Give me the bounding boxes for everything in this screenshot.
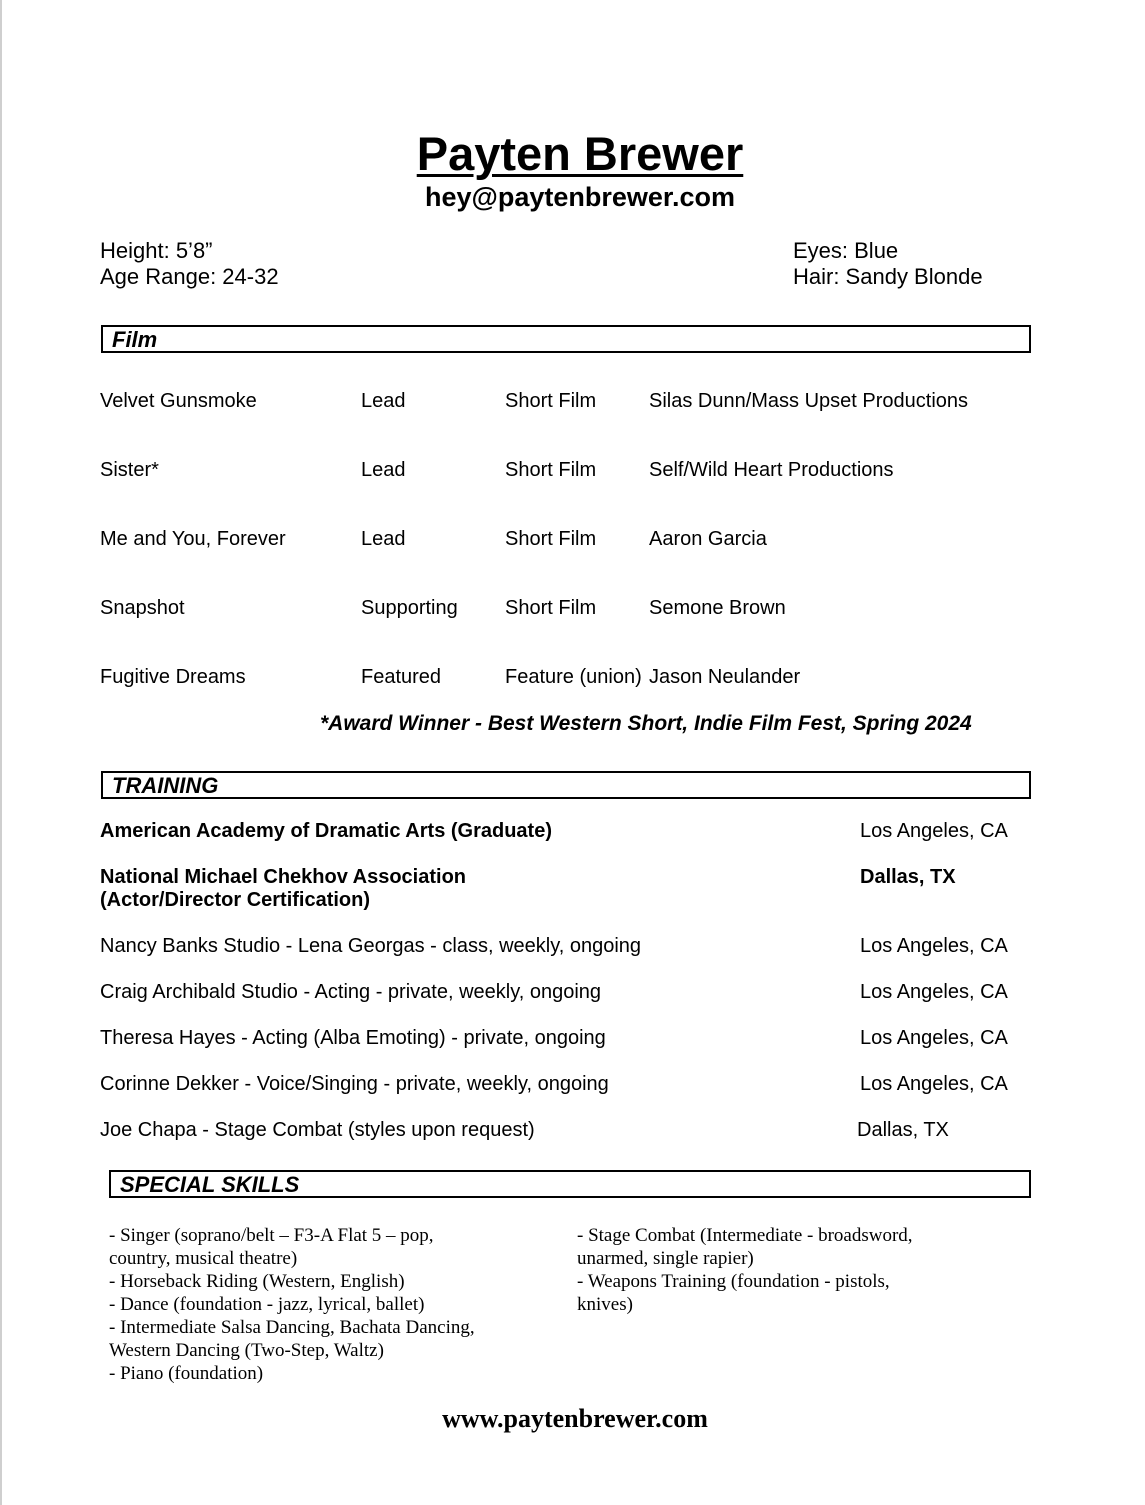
film-director: Silas Dunn/Mass Upset Productions: [649, 390, 969, 412]
film-title: Snapshot: [100, 597, 185, 619]
skills-heading: SPECIAL SKILLS: [120, 1172, 300, 1197]
film-role: Supporting: [361, 597, 458, 619]
film-title: Fugitive Dreams: [100, 666, 246, 688]
film-director: Self/Wild Heart Productions: [649, 459, 894, 481]
film-director: Jason Neulander: [649, 666, 801, 688]
hair-stat: Hair: Sandy Blonde: [793, 264, 983, 289]
film-type: Short Film: [505, 459, 597, 481]
training-heading: TRAINING: [112, 773, 219, 798]
film-role: Lead: [361, 459, 406, 481]
film-role: Lead: [361, 390, 406, 412]
film-type: Short Film: [505, 597, 597, 619]
actor-name: Payten Brewer: [416, 127, 744, 180]
height-stat: Height: 5’8”: [100, 238, 213, 263]
contact-email: hey@paytenbrewer.com: [425, 182, 735, 212]
film-director: Aaron Garcia: [649, 528, 767, 550]
training-item-name: Craig Archibald Studio - Acting - private, weekly, ongoing: [100, 981, 602, 1003]
age-range-stat: Age Range: 24-32: [100, 264, 279, 289]
training-item-name: Theresa Hayes - Acting (Alba Emoting) - private, ongoing: [100, 1027, 606, 1049]
film-director: Semone Brown: [649, 597, 786, 619]
training-item-location: Los Angeles, CA: [860, 981, 1008, 1003]
film-title: Me and You, Forever: [100, 528, 286, 550]
eyes-stat: Eyes: Blue: [793, 238, 899, 263]
film-type: Feature (union): [505, 666, 642, 688]
training-item-location: Dallas, TX: [857, 1119, 949, 1141]
film-type: Short Film: [505, 390, 597, 412]
skill-line: - Weapons Training (foundation - pistols,: [577, 1271, 890, 1292]
film-type: Short Film: [505, 528, 597, 550]
skill-line: knives): [577, 1294, 633, 1315]
film-role: Lead: [361, 528, 406, 550]
award-note: *Award Winner - Best Western Short, Indie Film Fest, Spring 2024: [320, 712, 972, 735]
skill-line: unarmed, single rapier): [577, 1248, 754, 1269]
training-item-name: Corinne Dekker - Voice/Singing - private, weekly, ongoing: [100, 1073, 609, 1095]
training-item-location: Dallas, TX: [860, 866, 956, 888]
film-section-header: [101, 325, 1031, 353]
training-item-name: National Michael Chekhov Association: [100, 866, 467, 888]
training-item-name: Joe Chapa - Stage Combat (styles upon request): [100, 1119, 535, 1141]
film-title: Sister*: [100, 459, 159, 481]
skill-line: - Intermediate Salsa Dancing, Bachata Dancing,: [109, 1317, 475, 1338]
skills-left-column: [109, 1224, 475, 1385]
skill-line: - Stage Combat (Intermediate - broadsword,: [577, 1225, 913, 1246]
training-item-name: Nancy Banks Studio - Lena Georgas - class, weekly, ongoing: [100, 935, 642, 957]
skill-line: - Dance (foundation - jazz, lyrical, ballet): [109, 1294, 425, 1315]
skill-line: - Piano (foundation): [109, 1363, 264, 1384]
film-role: Featured: [361, 666, 442, 688]
film-title: Velvet Gunsmoke: [100, 390, 257, 412]
film-heading: Film: [112, 327, 158, 352]
skill-line: - Horseback Riding (Western, English): [109, 1271, 405, 1292]
skill-line: Western Dancing (Two-Step, Waltz): [109, 1340, 384, 1361]
training-section-header: [101, 771, 1031, 799]
skills-section-header: [109, 1170, 1031, 1198]
training-item-location: Los Angeles, CA: [860, 1073, 1008, 1095]
page-edge: [0, 0, 2, 1505]
training-item-name: American Academy of Dramatic Arts (Graduate): [100, 820, 552, 842]
skill-line: - Singer (soprano/belt – F3-A Flat 5 – pop,: [109, 1225, 434, 1246]
training-item-location: Los Angeles, CA: [860, 1027, 1008, 1049]
training-item-location: Los Angeles, CA: [860, 935, 1008, 957]
skills-right-column: [577, 1224, 913, 1316]
skill-line: country, musical theatre): [109, 1248, 298, 1269]
website-link[interactable]: www.paytenbrewer.com: [442, 1404, 708, 1433]
training-item-location: Los Angeles, CA: [860, 820, 1008, 842]
training-item-name-line2: (Actor/Director Certification): [100, 889, 371, 911]
